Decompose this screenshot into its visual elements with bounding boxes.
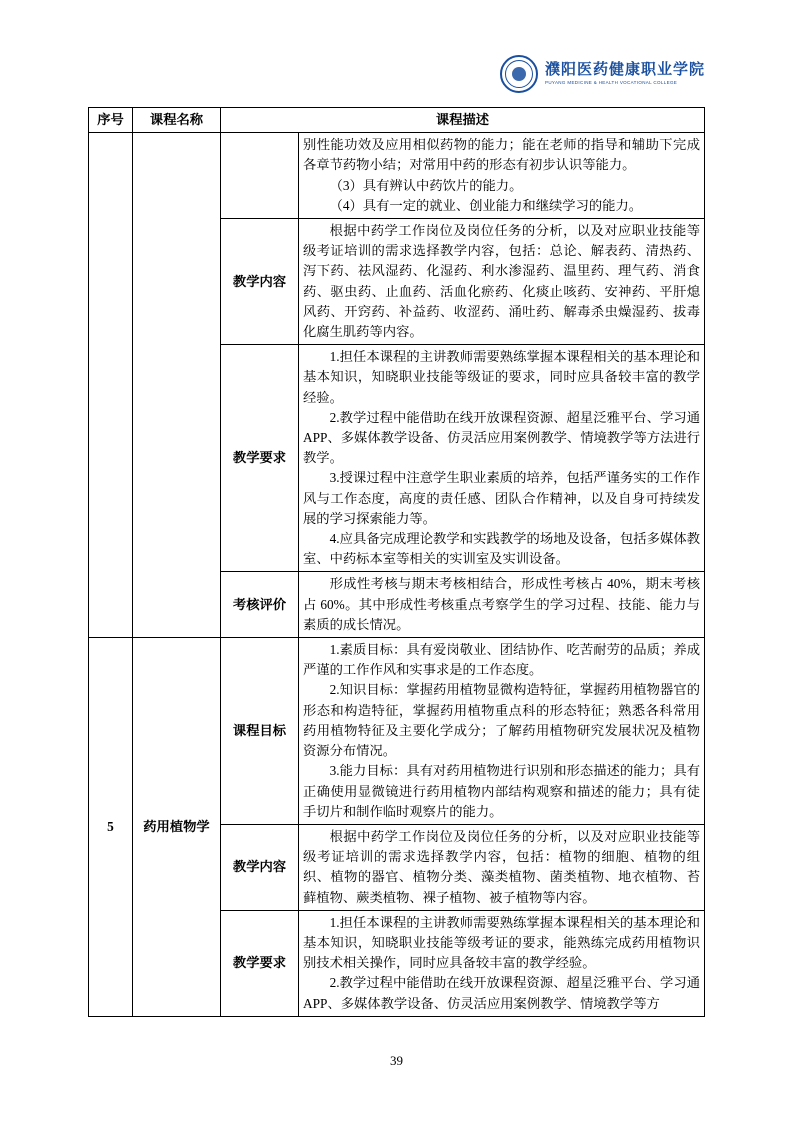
desc-paragraph: 2.教学过程中能借助在线开放课程资源、超星泛雅平台、学习通 APP、多媒体教学设备、仿灵活应用案例教学、情境教学等方法进行教学。 xyxy=(303,409,700,466)
desc-paragraph: 形成性考核与期末考核相结合，形成性考核占 40%，期末考核占 60%。其中形成性考核重点考察学生的学习过程、技能、能力与素质的成长情况。 xyxy=(303,576,700,632)
desc-paragraph: 1.素质目标：具有爱岗敬业、团结协作、吃苦耐劳的品质；养成严谨的工作作风和实事求是的工作态度。 xyxy=(303,642,700,678)
desc-paragraph: 3.能力目标：具有对药用植物进行识别和形态描述的能力；具有正确使用显微镜进行药用植物内部结构观察和描述的能力；具有徒手切片和制作临时观察片的能力。 xyxy=(303,763,700,819)
cell-description xyxy=(299,638,705,825)
cell-item-label: 教学要求 xyxy=(221,345,299,572)
cell-description xyxy=(299,572,705,638)
cell-description xyxy=(299,345,705,572)
college-seal-icon xyxy=(500,55,538,93)
desc-paragraph: （4）具有一定的就业、创业能力和继续学习的能力。 xyxy=(329,197,643,213)
cell-item-label xyxy=(221,133,299,219)
cell-serial-number xyxy=(89,133,133,638)
college-logo xyxy=(500,55,705,93)
table-header-row xyxy=(89,108,705,133)
cell-course-name xyxy=(133,133,221,638)
desc-paragraph: 1.担任本课程的主讲教师需要熟练掌握本课程相关的基本理论和基本知识，知晓职业技能等级证的要求，同时应具备较丰富的教学经验。 xyxy=(303,349,700,405)
college-name-en: PUYANG MEDICINE & HEALTH VOCATIONAL COLLEGE xyxy=(544,79,678,85)
cell-description xyxy=(299,219,705,345)
cell-item-label: 教学内容 xyxy=(221,219,299,345)
cell-item-label: 考核评价 xyxy=(221,572,299,638)
cell-serial-number: 5 xyxy=(89,638,133,1017)
header-cell-no: 序号 xyxy=(89,108,133,133)
cell-item-label: 教学内容 xyxy=(221,824,299,910)
header-cell-desc: 课程描述 xyxy=(221,108,705,133)
desc-paragraph: 2.知识目标：掌握药用植物显微构造特征，掌握药用植物器官的形态和构造特征，掌握药用植物重点科的形态特征；熟悉各科常用药用植物特征及主要化学成分；了解药用植物研究发展状况及植物资源分布情况。 xyxy=(303,682,700,759)
cell-item-label: 课程目标 xyxy=(221,638,299,825)
page-number: 39 xyxy=(390,1053,403,1068)
header-cell-name: 课程名称 xyxy=(133,108,221,133)
college-name-cn: 濮阳医药健康职业学院 xyxy=(544,61,705,78)
cell-item-label: 教学要求 xyxy=(221,910,299,1016)
desc-paragraph: 4.应具备完成理论教学和实践教学的场地及设备，包括多媒体教室、中药标本室等相关的实训室及实训设备。 xyxy=(303,531,700,567)
desc-paragraph: 别性能功效及应用相似药物的能力；能在老师的指导和辅助下完成各章节药物小结；对常用中药的形态有初步认识等能力。 xyxy=(303,137,700,173)
desc-paragraph: 根据中药学工作岗位及岗位任务的分析，以及对应职业技能等级考证培训的需求选择教学内容，包括：总论、解表药、清热药、泻下药、祛风湿药、化湿药、利水渗湿药、温里药、理气药、消食药、驱虫药、止血药、活血化瘀药、化痰止咳药、安神药、平肝熄风药、开窍药、补益药、收涩药、涌吐药、解毒杀虫燥湿药、拔毒化腐生肌药等内容。 xyxy=(303,223,700,340)
desc-paragraph: 2.教学过程中能借助在线开放课程资源、超星泛雅平台、学习通 APP、多媒体教学设备、仿灵活应用案例教学、情境教学等方 xyxy=(303,975,700,1011)
cell-description xyxy=(299,133,705,219)
table-row xyxy=(89,638,705,825)
college-logo-text xyxy=(545,63,705,85)
cell-description xyxy=(299,824,705,910)
desc-paragraph: 根据中药学工作岗位及岗位任务的分析，以及对应职业技能等级考证培训的需求选择教学内容，包括：植物的细胞、植物的组织、植物的器官、植物分类、藻类植物、菌类植物、地衣植物、苔藓植物、蕨类植物、裸子植物、被子植物等内容。 xyxy=(303,828,700,905)
course-description-table xyxy=(88,107,705,1017)
desc-paragraph: 1.担任本课程的主讲教师需要熟练掌握本课程相关的基本理论和基本知识，知晓职业技能等级考证的要求，能熟练完成药用植物识别技术相关操作，同时应具备较丰富的教学经验。 xyxy=(303,914,700,971)
cell-description xyxy=(299,910,705,1016)
cell-course-name: 药用植物学 xyxy=(133,638,221,1017)
desc-paragraph: 3.授课过程中注意学生职业素质的培养，包括严谨务实的工作作风与工作态度，高度的责任感、团队合作精神，以及自身可持续发展的学习探索能力等。 xyxy=(303,470,700,526)
desc-paragraph: （3）具有辨认中药饮片的能力。 xyxy=(329,177,523,193)
table-row xyxy=(89,133,705,219)
